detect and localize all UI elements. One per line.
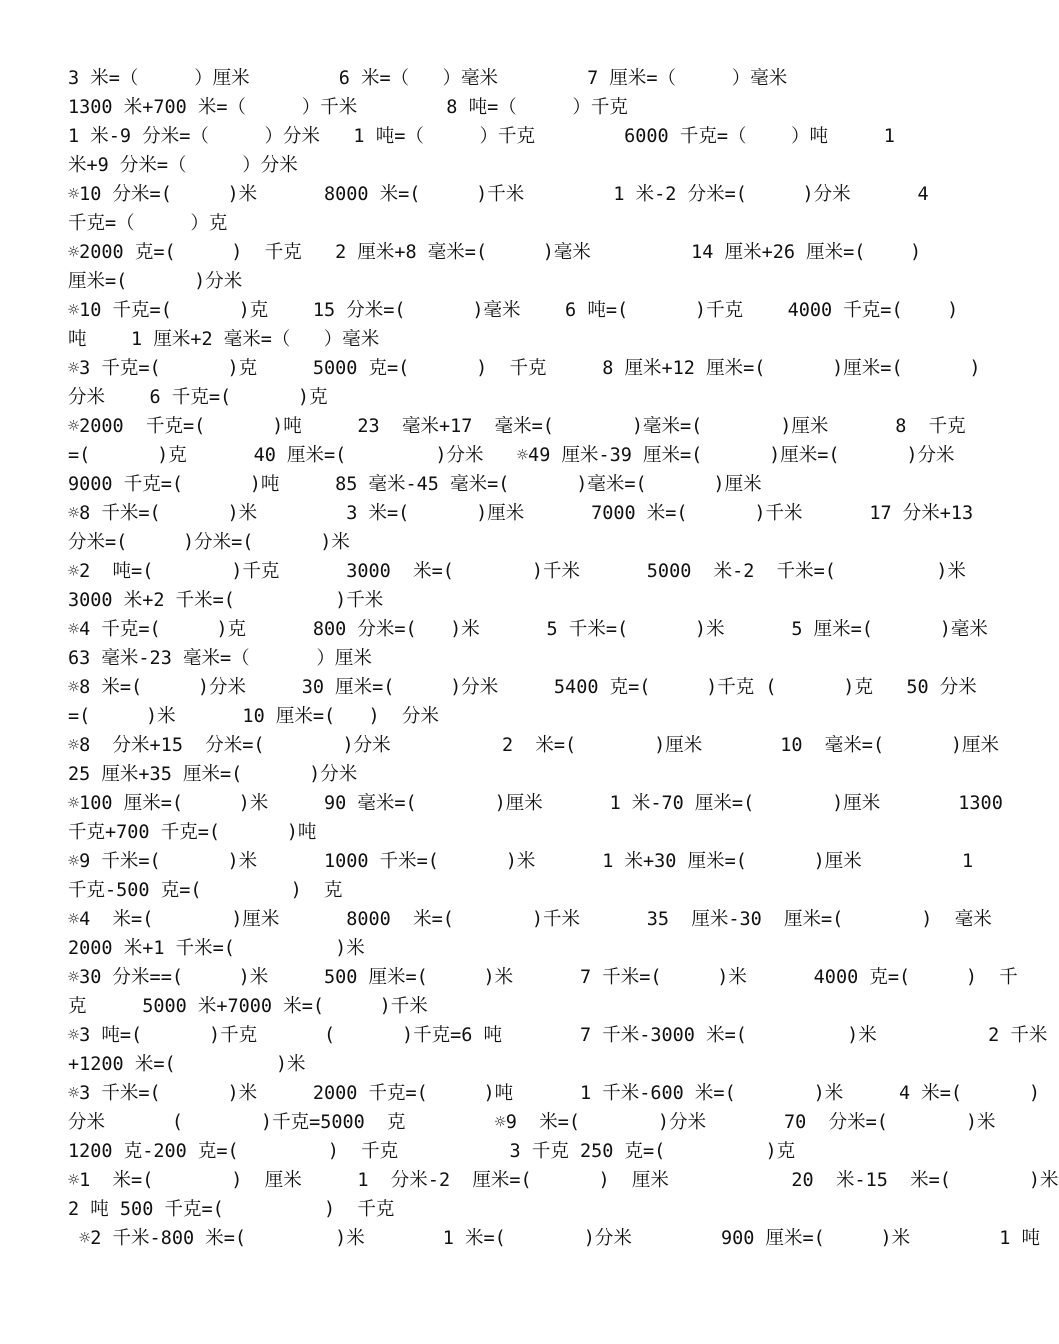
exercise-line-18: ☼2 吨=( )千克 3000 米=( )千米 5000 米-2 千米=( )米 [68,561,966,582]
exercise-line-19: 3000 米+2 千米=( )千米 [68,590,384,611]
exercise-line-15: 9000 千克=( )吨 85 毫米-45 毫米=( )毫米=( )厘米 [68,474,762,495]
exercise-line-2: 1300 米+700 米=（ ）千米 8 吨=（ ）千克 [68,97,628,118]
exercise-line-35: +1200 米=( )米 [68,1054,306,1075]
exercise-line-30: ☼4 米=( )厘米 8000 米=( )千米 35 厘米-30 厘米=( ) 毫米 [68,909,992,930]
exercise-line-36: ☼3 千米=( )米 2000 千克=( )吨 1 千米-600 米=( )米 4 米=( ) [68,1083,1041,1104]
exercise-line-22: ☼8 米=( )分米 30 厘米=( )分米 5400 克=( )千克 ( )克 50 分米 [68,677,977,698]
exercise-line-10: 吨 1 厘米+2 毫米=（ ）毫米 [68,329,380,350]
exercise-line-23: =( )米 10 厘米=( ) 分米 [68,706,439,727]
exercise-line-14: =( )克 40 厘米=( )分米 ☼49 厘米-39 厘米=( )厘米=( )分米 [68,445,955,466]
exercise-line-32: ☼30 分米==( )米 500 厘米=( )米 7 千米=( )米 4000 克=( ) 千 [68,967,1018,988]
exercise-line-13: ☼2000 千克=( )吨 23 毫米+17 毫米=( )毫米=( )厘米 8 千克 [68,416,966,437]
exercise-line-17: 分米=( )分米=( )米 [68,532,350,553]
exercise-line-26: ☼100 厘米=( )米 90 毫米=( )厘米 1 米-70 厘米=( )厘米 1300 [68,793,1003,814]
exercise-line-4: 米+9 分米=（ ）分米 [68,155,298,176]
exercise-line-41: ☼2 千米-800 米=( )米 1 米=( )分米 900 厘米=( )米 1 吨 [68,1228,1041,1249]
exercise-line-5: ☼10 分米=( )米 8000 米=( )千米 1 米-2 分米=( )分米 4 [68,184,929,205]
exercise-line-21: 63 毫米-23 毫米=（ ）厘米 [68,648,372,669]
exercise-line-27: 千克+700 千克=( )吨 [68,822,317,843]
exercise-line-7: ☼2000 克=( ) 千克 2 厘米+8 毫米=( )毫米 14 厘米+26 厘米=( ) [68,242,922,263]
exercise-line-29: 千克-500 克=( ) 克 [68,880,343,901]
exercise-line-16: ☼8 千米=( )米 3 米=( )厘米 7000 米=( )千米 17 分米+13 [68,503,974,524]
exercise-line-3: 1 米-9 分米=（ ）分米 1 吨=（ ）千克 6000 千克=（ ）吨 1 [68,126,895,147]
exercise-line-1: 3 米=（ ）厘米 6 米=（ ）毫米 7 厘米=（ ）毫米 [68,68,788,89]
exercise-line-39: ☼1 米=( ) 厘米 1 分米-2 厘米=( ) 厘米 20 米-15 米=( )米 [68,1170,1059,1191]
exercise-line-34: ☼3 吨=( )千克 ( )千克=6 吨 7 千米-3000 米=( )米 2 千米 [68,1025,1048,1046]
exercise-line-12: 分米 6 千克=( )克 [68,387,328,408]
exercise-line-8: 厘米=( )分米 [68,271,243,292]
exercise-line-24: ☼8 分米+15 分米=( )分米 2 米=( )厘米 10 毫米=( )厘米 [68,735,1000,756]
exercise-line-6: 千克=（ ）克 [68,213,228,234]
exercise-line-20: ☼4 千克=( )克 800 分米=( )米 5 千米=( )米 5 厘米=( )毫米 [68,619,988,640]
exercise-line-28: ☼9 千米=( )米 1000 千米=( )米 1 米+30 厘米=( )厘米 1 [68,851,974,872]
exercise-line-40: 2 吨 500 千克=( ) 千克 [68,1199,395,1220]
exercise-line-11: ☼3 千克=( )克 5000 克=( ) 千克 8 厘米+12 厘米=( )厘米=( ) [68,358,981,379]
exercise-line-37: 分米 ( )千克=5000 克 ☼9 米=( )分米 70 分米=( )米 [68,1112,996,1133]
exercise-line-25: 25 厘米+35 厘米=( )分米 [68,764,358,785]
exercise-line-38: 1200 克-200 克=( ) 千克 3 千克 250 克=( )克 [68,1141,796,1162]
exercise-line-31: 2000 米+1 千米=( )米 [68,938,365,959]
exercise-line-9: ☼10 千克=( )克 15 分米=( )毫米 6 吨=( )千克 4000 千克=( ) [68,300,959,321]
exercise-line-33: 克 5000 米+7000 米=( )千米 [68,996,428,1017]
unit-conversion-exercises [68,64,1059,1253]
